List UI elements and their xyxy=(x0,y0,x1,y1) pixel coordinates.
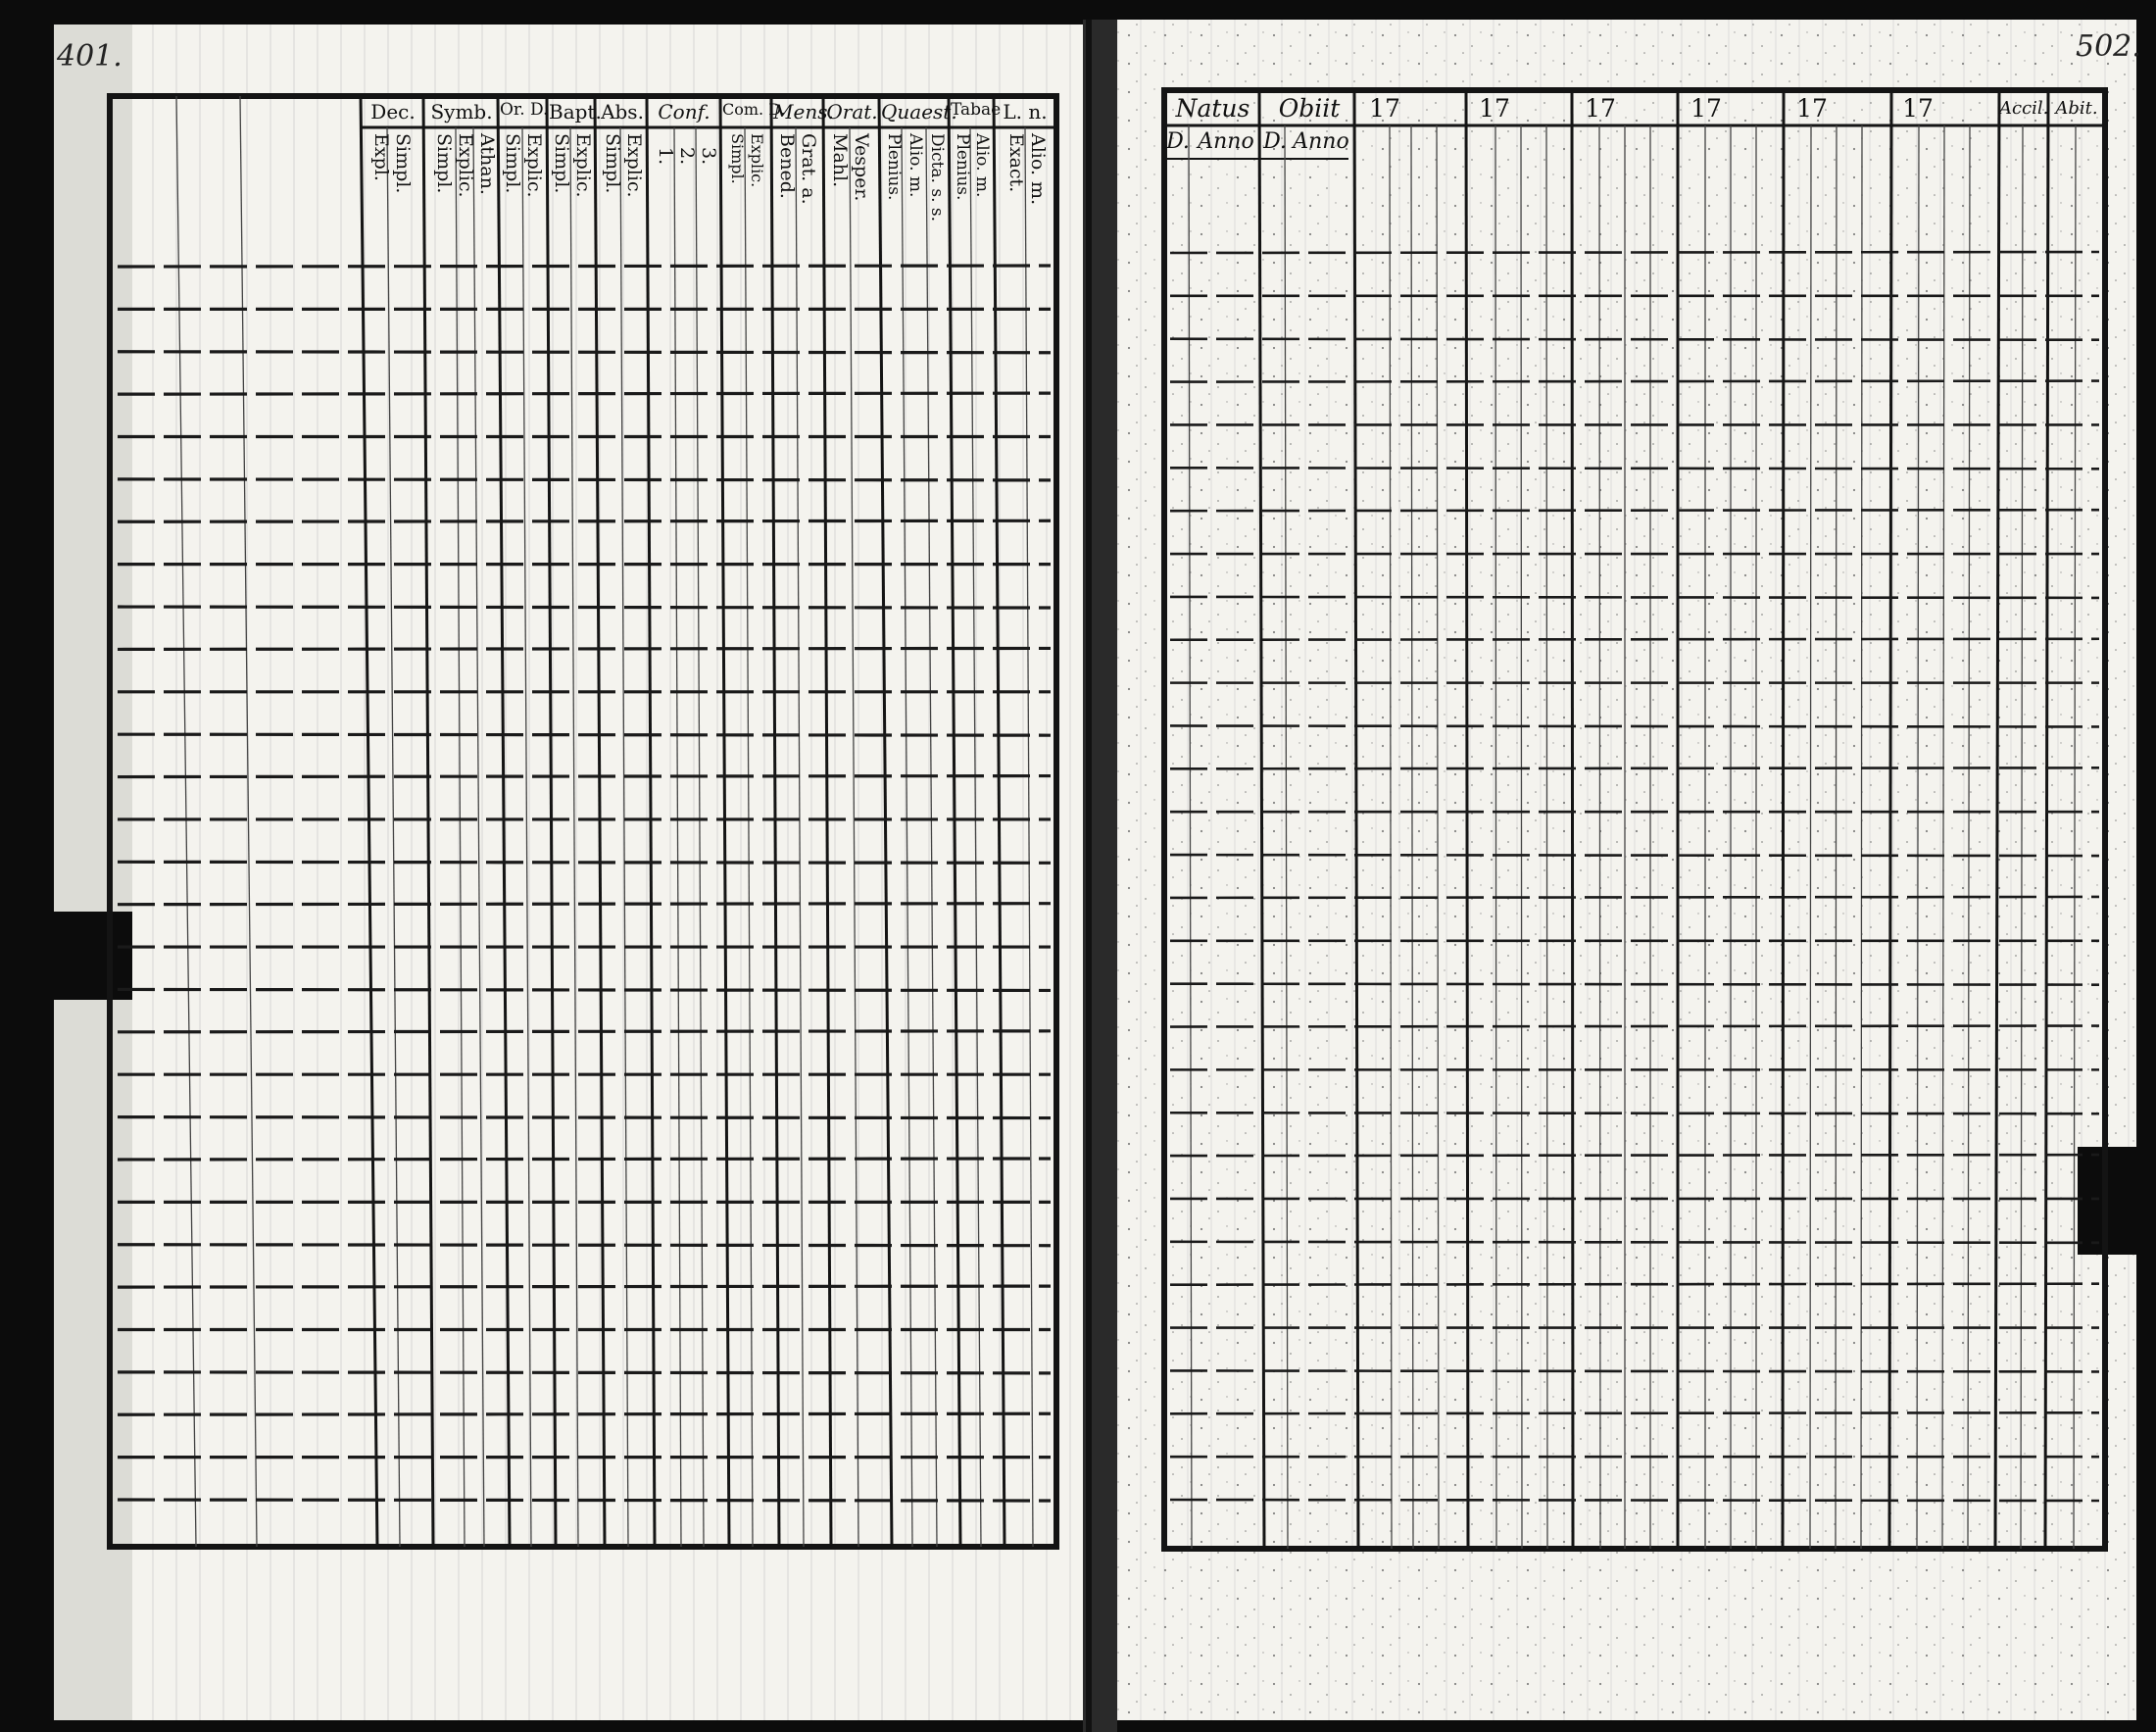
row-rule xyxy=(1170,1026,2099,1027)
header-ord: Or. D. xyxy=(500,100,549,120)
header-comd: Com. D. xyxy=(722,100,786,119)
sub-mens-grat: Grat. a. xyxy=(798,133,819,205)
sub-dec-simpl: Simpl. xyxy=(392,133,414,194)
sub-symb-simpl: Simpl. xyxy=(433,133,455,194)
row-rule xyxy=(118,904,1051,905)
row-rule xyxy=(1170,381,2099,382)
row-rule xyxy=(118,1117,1051,1118)
row-rule xyxy=(118,862,1051,863)
sub-abs-simpl: Simpl. xyxy=(602,133,623,194)
row-rule xyxy=(1170,1370,2099,1371)
header-abit: Abit. xyxy=(2055,98,2098,119)
row-rule xyxy=(1170,510,2099,511)
sub-quaest-alio: Alio. m. xyxy=(906,133,925,198)
sub-mens-bened: Bened. xyxy=(776,133,798,199)
header-orat: Orat. xyxy=(826,100,878,124)
row-rule xyxy=(1170,725,2099,726)
sub-obiit-d: D. xyxy=(1263,129,1287,154)
row-rule xyxy=(1170,897,2099,898)
row-rule xyxy=(1170,855,2099,856)
row-rule xyxy=(118,1031,1051,1032)
header-accil: Accil. xyxy=(1999,98,2049,119)
sub-abs-explic: Explic. xyxy=(623,133,645,198)
row-rule xyxy=(118,266,1051,267)
header-year-6: 17 xyxy=(1902,94,1934,123)
header-mens: Mens. xyxy=(773,100,834,124)
row-rule xyxy=(118,479,1051,480)
sub-tabae-plenius: Plenius. xyxy=(953,133,972,201)
sub-quaest-plenius: Plenius. xyxy=(884,133,904,201)
row-rule xyxy=(1170,1284,2099,1285)
sub-bapt-explic: Explic. xyxy=(572,133,594,198)
row-rule xyxy=(118,1245,1051,1246)
row-rule xyxy=(118,1159,1051,1160)
sub-natus-d: D. xyxy=(1166,129,1190,154)
row-rule xyxy=(1170,1155,2099,1156)
right-page xyxy=(1117,20,2156,1720)
right-page-number: 502. xyxy=(2076,29,2141,64)
row-rule xyxy=(118,520,1051,521)
sub-symb-athan: Athan. xyxy=(476,133,498,195)
sub-conf-1: 1. xyxy=(655,147,676,166)
row-rule xyxy=(118,352,1051,353)
row-rule xyxy=(1170,639,2099,640)
header-bapt: Bapt. xyxy=(549,100,602,124)
header-quaest: Quaest. xyxy=(881,100,957,124)
row-rule xyxy=(1170,597,2099,598)
header-year-4: 17 xyxy=(1690,94,1722,123)
row-rule xyxy=(118,1413,1051,1414)
header-conf: Conf. xyxy=(658,100,710,124)
row-rule xyxy=(118,989,1051,990)
sub-comd-explic: Explic. xyxy=(748,133,766,188)
header-year-3: 17 xyxy=(1585,94,1616,123)
sub-ord-explic: Explic. xyxy=(523,133,545,198)
left-page xyxy=(0,25,1083,1720)
row-rule xyxy=(118,1286,1051,1287)
row-rule xyxy=(1170,1412,2099,1413)
row-rule xyxy=(1170,468,2099,469)
row-rule xyxy=(1170,1500,2099,1501)
header-year-1: 17 xyxy=(1369,94,1400,123)
row-rule xyxy=(1170,984,2099,985)
sub-ord-simpl: Simpl. xyxy=(502,133,523,194)
sub-comd-simpl: Simpl. xyxy=(728,133,747,184)
row-rule xyxy=(118,648,1051,649)
row-rule xyxy=(1170,767,2099,768)
sub-conf-3: 3. xyxy=(698,147,719,166)
sub-quaest-dicta: Dicta. s. s. xyxy=(927,133,947,223)
sub-orat-mahl: Mahl. xyxy=(829,133,851,188)
row-rule xyxy=(118,607,1051,608)
header-dec: Dec. xyxy=(370,100,416,124)
header-symb: Symb. xyxy=(430,100,493,124)
sub-tabae-alio: Alio. m. xyxy=(972,133,992,198)
header-year-2: 17 xyxy=(1479,94,1510,123)
header-year-5: 17 xyxy=(1796,94,1828,123)
sub-ln-exact: Exact. xyxy=(1005,133,1027,193)
sub-bapt-simpl: Simpl. xyxy=(551,133,572,194)
left-page-number: 401. xyxy=(57,39,122,74)
sub-natus-anno: Anno xyxy=(1198,129,1254,154)
sub-symb-explic: Explic. xyxy=(455,133,476,198)
header-natus: Natus xyxy=(1175,94,1250,123)
header-abs: Abs. xyxy=(601,100,644,124)
header-ln: L. n. xyxy=(1003,100,1048,124)
row-rule xyxy=(118,1372,1051,1373)
sub-obiit-anno: Anno xyxy=(1293,129,1349,154)
row-rule xyxy=(1170,252,2099,253)
row-rule xyxy=(118,776,1051,777)
sub-conf-2: 2. xyxy=(676,147,698,166)
row-rule xyxy=(1170,1242,2099,1243)
row-rule xyxy=(118,393,1051,394)
sub-dec-expl: Expl. xyxy=(370,133,392,181)
row-rule xyxy=(118,1500,1051,1501)
sub-ln-alio: Alio. m. xyxy=(1027,133,1049,206)
header-tabae: Tabae xyxy=(951,100,1002,120)
sub-orat-vesper: Vesper. xyxy=(851,133,872,202)
row-rule xyxy=(1170,339,2099,340)
header-obiit: Obiit xyxy=(1278,94,1341,123)
row-rule xyxy=(118,734,1051,735)
